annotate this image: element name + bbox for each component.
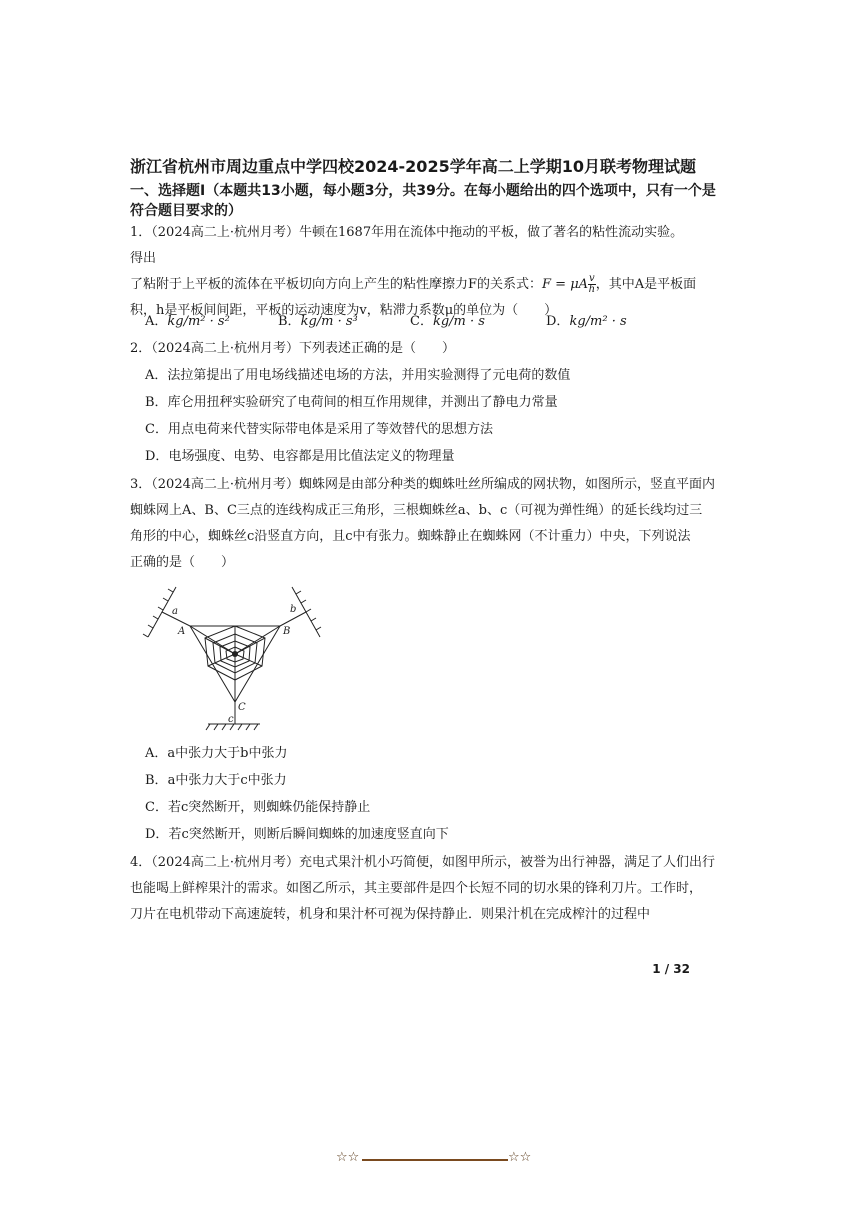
footer-line (362, 1159, 508, 1161)
q3-line2: 蜘蛛网上A、B、C三点的连线构成正三角形，三根蜘蛛丝a、b、c（可视为弹性绳）的延长线均过三 (130, 503, 703, 518)
q3-option-c: C．若c突然断开，则蜘蛛仍能保持静止 (145, 800, 371, 815)
q1-formula: F = μA (542, 277, 589, 292)
label-C: C (238, 702, 246, 713)
footer-stars-left: ☆☆ (336, 1150, 360, 1165)
footer-decoration (336, 1150, 536, 1170)
q4-line2: 也能喝上鲜榨果汁的需求。如图乙所示，其主要部件是四个长短不同的切水果的锋利刀片。工作时， (130, 881, 703, 896)
q2-stem: 2．（2024高二上·杭州月考）下列表述正确的是（ ） (130, 341, 456, 356)
label-A: A (178, 626, 186, 637)
q1-option-b: B．kg/m · s³ (278, 314, 358, 329)
question-2 (130, 336, 690, 362)
spider (232, 651, 238, 657)
q4-line1: 4．（2024高二上·杭州月考）充电式果汁机小巧简便，如图甲所示，被誉为出行神器，满足了人们出行 (130, 855, 716, 870)
page-number: 1 / 32 (652, 962, 690, 976)
label-b: b (290, 604, 297, 615)
q2-option-c: C．用点电荷来代替实际带电体是采用了等效替代的思想方法 (145, 422, 493, 437)
question-3 (130, 472, 720, 576)
spider-web-figure (140, 582, 340, 732)
page-title: 浙江省杭州市周边重点中学四校2024-2025学年高二上学期10月联考物理试题 (130, 157, 696, 176)
q2-option-b: B．库仑用扭秤实验研究了电荷间的相互作用规律，并测出了静电力常量 (145, 395, 558, 410)
q3-option-b: B．a中张力大于c中张力 (145, 773, 287, 788)
q2-option-d: D．电场强度、电势、电容都是用比值法定义的物理量 (145, 449, 455, 464)
q2-option-a: A．法拉第提出了用电场线描述电场的方法，并用实验测得了元电荷的数值 (145, 368, 571, 383)
question-1 (130, 220, 697, 324)
q3-option-d: D．若c突然断开，则断后瞬间蜘蛛的加速度竖直向下 (145, 827, 449, 842)
q1-formula-fraction: $\frac{v}{h}$ (588, 273, 596, 295)
q1-line1: 1．（2024高二上·杭州月考）牛顿在1687年用在流体中拖动的平板，做了著名的粘性流动实验。得出 (130, 225, 684, 266)
label-a: a (172, 606, 178, 617)
q1-line2: 了粘附于上平板的流体在平板切向方向上产生的粘性摩擦力F的关系式：F = μA $\frac{v}{h}$ ，其中A是平板面 (130, 273, 697, 295)
q3-line4: 正确的是（ ） (130, 555, 235, 570)
q1-option-a: A．kg/m² · s² (145, 314, 230, 329)
label-c: c (228, 714, 234, 725)
q3-line3: 角形的中心，蜘蛛丝c沿竖直方向，且c中有张力。蜘蛛静止在蜘蛛网（不计重力）中央，下列说法 (130, 529, 691, 544)
q1-line3: 积，h是平板间间距，平板的运动速度为v，粘滞力系数μ的单位为（ ） (130, 303, 558, 318)
footer-stars-right: ☆☆ (508, 1150, 532, 1165)
q4-line3: 刀片在电机带动下高速旋转，机身和果汁杯可视为保持静止．则果汁机在完成榨汁的过程中 (130, 907, 651, 922)
label-B: B (283, 626, 291, 637)
section-heading: 一、选择题Ⅰ（本题共13小题，每小题3分，共39分。在每小题给出的四个选项中，只有一个是符合题目要求的） (130, 183, 716, 219)
q1-option-c: C．kg/m · s (410, 314, 485, 329)
question-4 (130, 850, 720, 928)
q1-option-d: D．kg/m² · s (546, 314, 627, 329)
q3-option-a: A．a中张力大于b中张力 (145, 746, 288, 761)
q3-line1: 3．（2024高二上·杭州月考）蜘蛛网是由部分种类的蜘蛛吐丝所编成的网状物，如图所示，竖直平面内 (130, 477, 716, 492)
